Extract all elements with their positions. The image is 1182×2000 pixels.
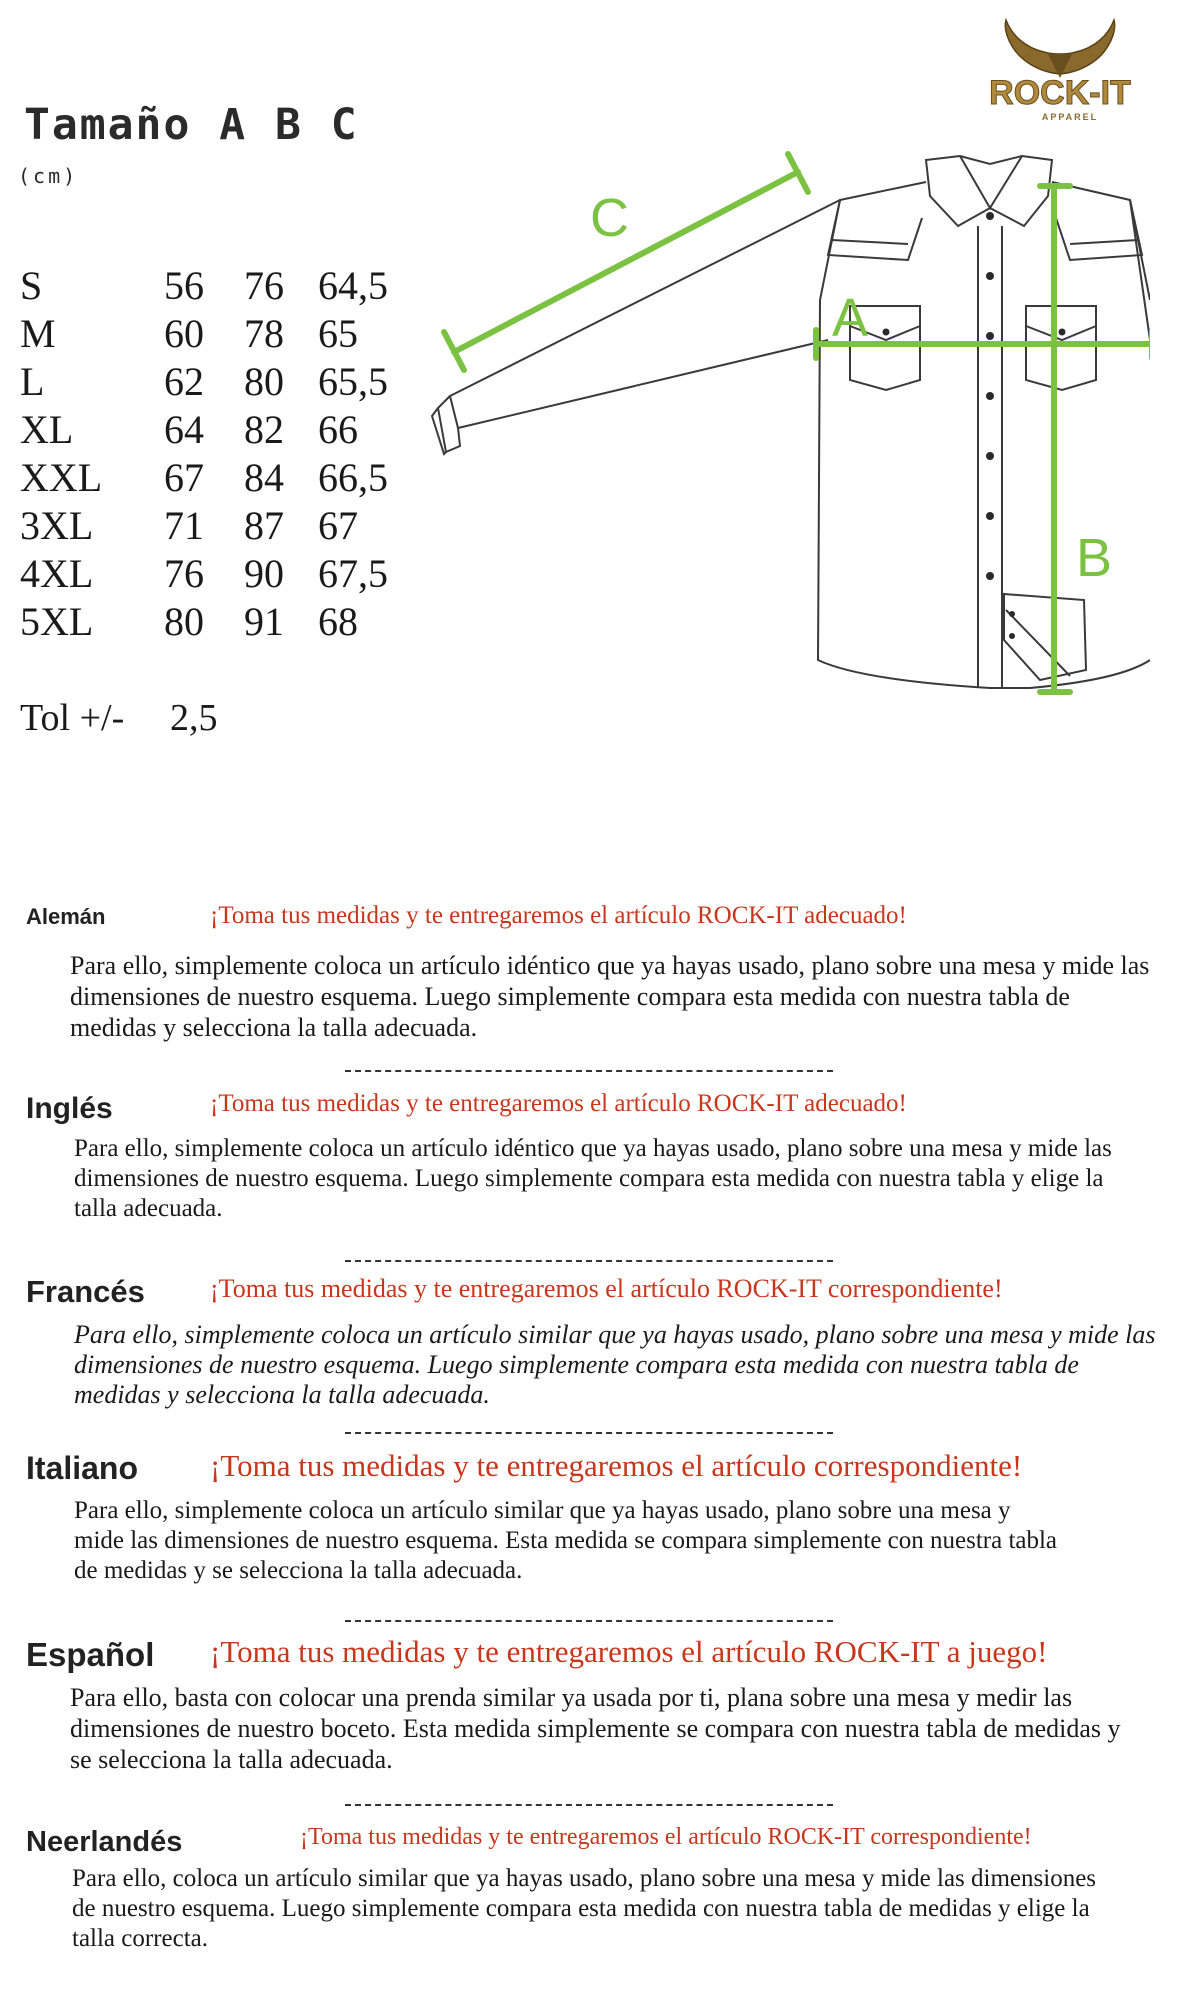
size-cell: S [20,263,43,308]
section-language-frances: Francés [26,1274,145,1309]
measure-c-cell: 66 [318,407,358,452]
measure-a-cell: 67 [164,455,204,500]
measure-b-cell: 78 [244,311,284,356]
section-tagline: ¡Toma tus medidas y te entregaremos el artículo ROCK-IT correspondiente! [210,1274,1003,1303]
rock-it-logo [960,16,1160,124]
shirt-outline [432,156,1150,688]
button-icon [883,329,890,336]
button-icon [1059,329,1066,336]
measure-c-cell: 68 [318,599,358,644]
divider [345,1070,833,1072]
measure-b-cell: 87 [244,503,284,548]
measure-a-cell: 80 [164,599,204,644]
size-cell: 5XL [20,599,94,644]
measure-a-label: A [832,288,869,348]
button-icon [986,272,994,280]
measure-b-cell: 76 [244,263,284,308]
logo-subtext: APPAREL [1041,112,1099,122]
section-language-italiano: Italiano [26,1450,139,1486]
section-body: Para ello, simplemente coloca un artículo idéntico que ya hayas usado, plano sobre una mesa y mide las dimensiones de nuestro esquema. Luego simplemente compara esta medida con nuestra tabla y elige la talla adecuada. [74,1135,1112,1222]
size-cell: XXL [20,455,103,500]
measure-a-cell: 62 [164,359,204,404]
measure-a-cell: 60 [164,311,204,356]
measure-b-cell: 90 [244,551,284,596]
measure-c-cell: 66,5 [318,455,388,500]
section-tagline: ¡Toma tus medidas y te entregaremos el artículo ROCK-IT correspondiente! [300,1824,1032,1850]
measure-c-cell: 65 [318,311,358,356]
measurement-labels [590,188,1112,588]
measure-c-label: C [590,188,629,248]
measure-a-cell: 64 [164,407,204,452]
button-icon [1009,611,1015,617]
button-icon [986,392,994,400]
button-icon [986,512,994,520]
divider [345,1804,833,1806]
measure-c-cell: 65,5 [318,359,388,404]
size-cell: M [20,311,56,356]
section-body: Para ello, simplemente coloca un artículo similar que ya hayas usado, plano sobre una mesa y mide las dimensiones de nuestro esquema. Esta medida se compara simplemente con nuestra tabla de medidas y se selecciona la talla adecuada. [74,1497,1058,1584]
measure-a-cell: 76 [164,551,204,596]
section-language-neerlandes: Neerlandés [26,1826,183,1858]
measure-b-cell: 84 [244,455,284,500]
section-language-espanol: Español [26,1636,155,1673]
section-body: Para ello, coloca un artículo similar que ya hayas usado, plano sobre una mesa y mide las dimensiones de nuestro esquema. Luego simplemente compara esta medida con nuestra tabla de medidas y elige la talla correcta. [72,1865,1097,1952]
shirt-buttons [883,212,1066,639]
size-cell: L [20,359,45,404]
tolerance-value: 2,5 [170,697,218,739]
measure-c-cell: 67 [318,503,358,548]
shirt-measurement-diagram [430,140,1150,710]
measure-b-cell: 82 [244,407,284,452]
section-tagline: ¡Toma tus medidas y te entregaremos el artículo ROCK-IT a juego! [210,1634,1048,1669]
button-icon [1009,633,1015,639]
logo-text: ROCK-IT [989,74,1131,112]
measurement-lines [444,154,1150,692]
measure-c-cell: 64,5 [318,263,388,308]
section-tagline: ¡Toma tus medidas y te entregaremos el artículo correspondiente! [210,1448,1023,1483]
measure-b-cell: 80 [244,359,284,404]
measure-b-label: B [1076,528,1113,588]
measure-a-cell: 56 [164,263,204,308]
measure-a-cell: 71 [164,503,204,548]
button-icon [986,332,994,340]
size-cell: 3XL [20,503,94,548]
button-icon [986,452,994,460]
divider [345,1432,833,1434]
section-tagline: ¡Toma tus medidas y te entregaremos el artículo ROCK-IT adecuado! [210,1090,907,1117]
button-icon [986,212,994,220]
divider [345,1620,833,1622]
unit-label: (cm) [18,164,79,188]
size-cell: 4XL [20,551,94,596]
measure-c-cell: 67,5 [318,551,388,596]
section-body: Para ello, simplemente coloca un artículo idéntico que ya hayas usado, plano sobre una mesa y mide las dimensiones de nuestro esquema. Luego simplemente compara esta medida con nuestra tabla de medidas y selecciona la talla adecuada. [70,951,1150,1042]
section-body: Para ello, simplemente coloca un artículo similar que ya hayas usado, plano sobre una mesa y mide las dimensiones de nuestro esquema. Luego simplemente compara esta medida con nuestra tabla de medidas y selecciona la talla adecuada. [74,1320,1156,1409]
measure-b-cell: 91 [244,599,284,644]
button-icon [986,572,994,580]
divider [345,1260,833,1262]
section-body: Para ello, basta con colocar una prenda similar ya usada por ti, plana sobre una mesa y medir las dimensiones de nuestro boceto. Esta medida simplemente se compara con nuestra tabla de medidas y se selecciona la talla adecuada. [70,1683,1121,1774]
section-language-aleman: Alemán [26,904,106,929]
section-tagline: ¡Toma tus medidas y te entregaremos el artículo ROCK-IT adecuado! [210,902,907,929]
size-table-title: Tamaño A B C [24,100,359,150]
size-cell: XL [20,407,74,452]
section-language-ingles: Inglés [26,1092,113,1125]
tolerance-label: Tol +/- [20,697,125,739]
